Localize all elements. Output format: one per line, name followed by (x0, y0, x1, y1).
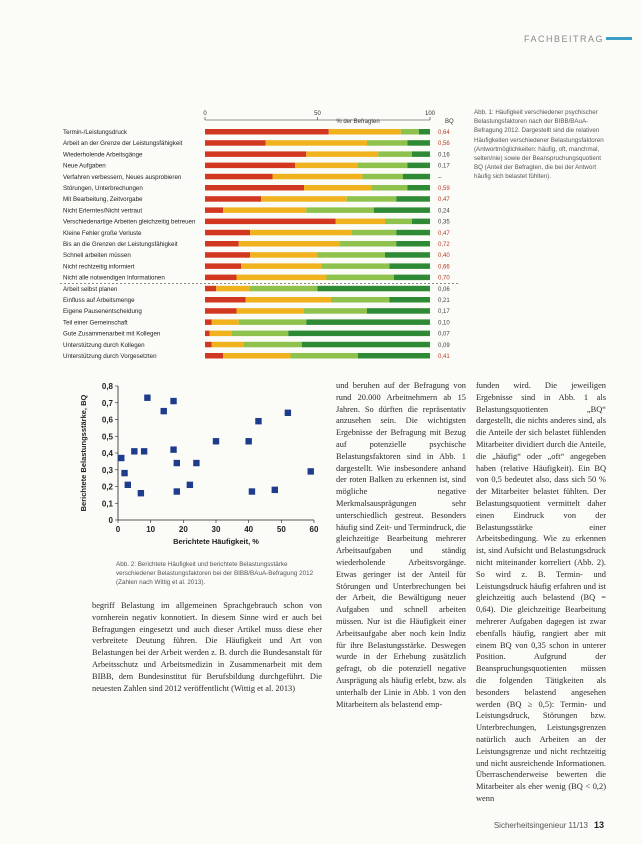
x-tick-label: 40 (244, 525, 254, 534)
bar-segment (372, 185, 408, 191)
bq-value: – (438, 174, 442, 181)
bar-segment (304, 308, 367, 314)
y-axis-label: Berichtete Belastungsstärke, BQ (79, 394, 88, 512)
bq-value: 0,17 (438, 309, 450, 316)
bar-segment (322, 263, 390, 269)
bar-segment (401, 129, 419, 135)
bar-segment (205, 275, 237, 281)
bar-segment (205, 263, 241, 269)
bar-segment (205, 241, 239, 247)
figure1-caption: Abb. 1: Häufigkeit verschiedener psychischer Belastungsfaktoren nach der BIBB/BAuA-Befragung 2012. Dargestellt sind die relativen Häufigkeiten verschiedener Belastungsfaktoren (Antwortmöglichkeiten: häufig, oft, manchmal, selten/nie) sowie der Beanspruchungsquotient BQ (Anteil der Befragten, die bei der Antwort häufig sich belastet fühlten). (474, 109, 604, 181)
bar-segment (396, 230, 430, 236)
bar-segment (205, 151, 306, 157)
bq-value: 0,64 (438, 130, 450, 136)
bq-value: 0,47 (438, 197, 450, 204)
bq-value: 0,66 (438, 264, 450, 271)
page-footer (494, 820, 604, 830)
bar-segment (378, 151, 412, 157)
bq-value: 0,10 (438, 320, 450, 327)
bar-segment (205, 286, 216, 292)
bar-segment (250, 252, 318, 258)
bar-row-label: Teil einer Gemeinschaft (63, 319, 128, 327)
bar-segment (396, 241, 430, 247)
bq-value: 0,24 (438, 208, 450, 215)
bar-segment (273, 174, 363, 180)
bar-segment (318, 252, 386, 258)
bar-segment (205, 297, 246, 303)
bar-axis-title: % der Befragten (336, 119, 380, 125)
bar-segment (237, 308, 305, 314)
middle-column-text: und beruhen auf der Befragung von rund 20.000 Arbeitnehmern ab 15 Jahren. So dürften die repräsentativ anzusehen sein. Die wichtigsten Ergebnisse der Befragung mit Bezug auf potenzielle psychische Belastungsfaktoren sind in Abb. 1 dargestellt. Wie insbesondere anhand der roten Balken zu erkennen ist, sind mögliche negative Merkmalsausprägungen sehr unterschiedlich gestreut. Besonders häufig sind Zeit- und Termindruck, die gleichzeitige Bearbeitung mehrerer Arbeitsaufgaben und ständig wiederholende Arbeitsvorgänge. Etwas geringer ist der Anteil für Störungen und Unterbrechungen bei der Arbeit, die Bewältigung neuer Aufgaben und schnell arbeiten müssen. Nur ist die Häufigkeit einer Arbeitsaufgabe aber noch kein Indiz für ihre Belastungsstärke. Deswegen wurde in der Erhebung zusätzlich gefragt, ob die potenziell negative Ausprägung als häufig erlebt, bzw. als unterhalb der Linie in Abb. 1 von den Mitarbeitern als belastend emp- (336, 381, 466, 709)
scatter-point (144, 395, 150, 401)
bar-segment (385, 219, 412, 225)
section-label: FACHBEITRAG (523, 34, 604, 44)
bar-segment (306, 207, 374, 213)
bar-segment (363, 174, 404, 180)
scatter-point (272, 487, 278, 493)
scatter-point (170, 398, 176, 404)
bar-row-label: Mit Bearbeitung, Zeitvorgabe (63, 196, 143, 204)
bar-segment (250, 230, 351, 236)
bar-segment (327, 275, 395, 281)
bar-row-label: Unterstützung durch Kollegen (63, 341, 145, 349)
bar-row-label: Verschiedenartige Arbeiten gleichzeitig betreuen (63, 218, 196, 226)
bq-value: 0,21 (438, 298, 450, 304)
bq-value: 0,70 (438, 275, 450, 282)
bar-axis-tick: 100 (424, 111, 436, 117)
scatter-point (131, 448, 137, 454)
bar-segment (291, 353, 359, 359)
bar-segment (232, 331, 288, 337)
bar-segment (223, 353, 291, 359)
bar-row-label: Termin-/Leistungsdruck (63, 129, 127, 136)
bar-segment (205, 140, 266, 146)
x-tick-label: 20 (178, 525, 188, 534)
bar-segment (205, 185, 304, 191)
bq-value: 0,59 (438, 186, 450, 192)
bar-segment (205, 207, 223, 213)
bar-segment (396, 196, 430, 202)
bar-segment (351, 230, 396, 236)
left-column-text: begriff Belastung im allgemeinen Sprachgebrauch schon von vornherein negativ konnotiert. In diesem Sinne wird er auch bei Befragungen eingesetzt und auch dieser Artikel muss diese eher verbreitete Deutung führen. Die Häufigkeit und Art von Belastungen bei der Arbeit werden z. B. durch die Bundesanstalt für Arbeitsschutz und Arbeitsmedizin in Zusammenarbeit mit dem BIBB, dem Bundesinstitut für Berufsbildung durchgeführt. Die neuesten Zahlen sind 2012 veröffentlicht (Wittig et al. 2013) (92, 601, 322, 693)
bar-segment (205, 163, 295, 169)
bar-segment (223, 207, 306, 213)
bar-segment (205, 319, 212, 325)
bar-row-label: Wiederholende Arbeitsgänge (63, 151, 143, 159)
scatter-point (187, 482, 193, 488)
bq-value: 0,17 (438, 163, 450, 170)
scatter-chart (76, 378, 326, 558)
bar-segment (216, 286, 250, 292)
bar-segment (367, 308, 430, 314)
bar-row-label: Bis an die Grenzen der Leistungsfähigkeit (63, 241, 178, 248)
y-tick-label: 0 (108, 516, 113, 525)
bar-row-label: Nicht rechtzeitig informiert (63, 263, 135, 271)
bar-row-label: Einfluss auf Arbeitsmenge (63, 297, 135, 304)
bar-segment (243, 342, 302, 348)
scatter-point (193, 460, 199, 466)
bar-segment (358, 353, 430, 359)
bar-segment (367, 140, 408, 146)
bar-segment (394, 275, 430, 281)
bar-segment (239, 319, 307, 325)
bar-segment (288, 331, 430, 337)
y-tick-label: 0,1 (101, 499, 113, 509)
bar-segment (210, 331, 233, 337)
x-axis-label: Berichtete Häufigkeit, % (173, 537, 259, 546)
y-tick-label: 0,4 (101, 449, 113, 458)
bar-segment (261, 196, 347, 202)
scatter-point (255, 418, 261, 424)
scatter-point (141, 448, 147, 454)
bar-row-label: Neue Aufgaben (63, 162, 106, 170)
scatter-point (170, 446, 176, 452)
bar-segment (408, 140, 431, 146)
scatter-point (125, 482, 131, 488)
y-tick-label: 0,5 (101, 432, 113, 442)
scatter-point (213, 438, 219, 444)
bar-segment (304, 185, 372, 191)
bar-segment (390, 297, 431, 303)
y-tick-label: 0,3 (101, 465, 113, 475)
bar-row-label: Kleine Fehler große Verluste (63, 229, 142, 237)
y-tick-label: 0,6 (101, 415, 113, 425)
bar-segment (205, 230, 250, 236)
x-tick-label: 30 (211, 525, 221, 534)
scatter-point (121, 470, 127, 476)
page-number: 13 (593, 820, 604, 830)
bq-value: 0,35 (438, 219, 450, 226)
scatter-point (285, 410, 291, 416)
bar-row-label: Gute Zusammenarbeit mit Kollegen (63, 330, 161, 338)
x-tick-label: 10 (146, 525, 156, 534)
bar-segment (374, 207, 430, 213)
bar-segment (336, 219, 386, 225)
figure2-caption: Abb. 2: Berichtete Häufigkeit und berichtete Belastungsstärke verschiedener Belastungsfaktoren bei der BIBB/BAuA-Befragung 2012 (Zahlen nach Wittig et al. 2013). (116, 561, 314, 586)
bar-segment (205, 129, 329, 135)
bar-segment (205, 174, 273, 180)
bar-segment (403, 174, 430, 180)
bar-segment (390, 263, 431, 269)
bar-segment (205, 308, 237, 314)
bar-segment (318, 286, 431, 292)
bar-segment (205, 331, 210, 337)
bar-row-label: Störungen, Unterbrechungen (63, 185, 143, 192)
bq-value: 0,09 (438, 342, 450, 349)
x-tick-label: 0 (115, 525, 121, 534)
bar-segment (205, 252, 250, 258)
bar-row-label: Arbeit selbst planen (63, 285, 118, 293)
bar-segment (412, 151, 430, 157)
bar-segment (412, 219, 430, 225)
bar-axis-tick: 0 (203, 111, 207, 117)
bar-row-label: Nicht Erlerntes/Nicht vertraut (63, 207, 143, 215)
scatter-point (245, 438, 251, 444)
x-tick-label: 60 (309, 525, 319, 534)
x-tick-label: 50 (276, 525, 286, 534)
bar-segment (237, 275, 327, 281)
bq-value: 0,56 (438, 141, 450, 148)
bar-row-label: Eigene Pausenentscheidung (63, 308, 142, 316)
journal-name: Sicherheitsingenieur 11/13 (493, 821, 588, 830)
bar-segment (205, 342, 212, 348)
scatter-point (249, 488, 255, 494)
bar-row-label: Schnell arbeiten müssen (63, 252, 131, 260)
bar-segment (329, 129, 401, 135)
bar-segment (246, 297, 332, 303)
y-tick-label: 0,7 (101, 398, 113, 408)
bq-value: 0,06 (438, 286, 450, 293)
bar-segment (358, 163, 408, 169)
bar-segment (241, 263, 322, 269)
bq-column-header: BQ (445, 119, 454, 125)
bar-segment (212, 342, 244, 348)
bar-segment (340, 241, 396, 247)
scatter-point (174, 488, 180, 494)
bar-segment (250, 286, 318, 292)
section-accent-bar (606, 37, 632, 40)
y-tick-label: 0,8 (101, 382, 113, 391)
bq-value: 0,72 (438, 242, 450, 248)
bar-segment (408, 163, 431, 169)
bar-chart-figure (0, 105, 470, 370)
bar-row-label: Verfahren verbessern, Neues ausprobieren (63, 173, 182, 181)
bar-segment (205, 353, 223, 359)
scatter-point (118, 455, 124, 461)
scatter-point (308, 468, 314, 474)
bar-segment (306, 151, 378, 157)
bar-segment (419, 129, 430, 135)
bar-segment (266, 140, 367, 146)
right-column-text: funden wird. Die jeweiligen Ergebnisse sind in Abb. 1 als Belastungsquotienten „BQ“ dargestellt, die nichts anderes sind, als die Anteile der sich belastet fühlenden Mitarbeiter dividiert durch die Anteile, die „häufig“ oder „oft“ angegeben haben (relative Häufigkeit). Ein BQ von 0,5 bedeutet also, dass sich 50 % der Mitarbeiter belastet fühlten. Der Belastungsquotient vermittelt daher einen Eindruck von der Belastungsstärke einer Arbeitsbedingung. Wie zu erkennen ist, sind Aufsicht und Belastungsdruck nicht miteinander korreliert (Abb. 2). So wird z. B. Termin- und Leistungsdruck häufig erfahren und ist gleichzeitig auch belastend (BQ = 0,64). Die gleichzeitige Bearbeitung mehrerer Aufgaben dagegen ist zwar ebenfalls häufig, rangiert aber mit einem BQ von 0,35 schon in unterer Position. Aufgrund der Beanspruchungsquotienten müssen die folgenden Tätigkeiten als besonders belastend angesehen werden (BQ ≥ 0,5): Termin- und Leistungsdruck, Störungen bzw. Unterbrechungen, Leistungsgrenzen natürlich auch Arbeiten an der Leistungsgrenze und nicht rechtzeitig und nicht ausreichende Informationen. Überraschenderweise bewerten die Mitarbeiter als eher wenig (BQ < 0,2) wenn (476, 381, 606, 802)
bq-value: 0,07 (438, 331, 450, 338)
bar-segment (239, 241, 340, 247)
bar-segment (205, 196, 261, 202)
bar-row-label: Unterstützung durch Vorgesetzten (63, 353, 157, 360)
scatter-point (138, 490, 144, 496)
bq-value: 0,41 (438, 354, 450, 360)
y-tick-label: 0,2 (101, 482, 113, 492)
bq-value: 0,16 (438, 152, 450, 159)
bar-row-label: Arbeit an der Grenze der Leistungsfähigkeit (63, 140, 183, 148)
scatter-point (161, 408, 167, 414)
bq-value: 0,47 (438, 230, 450, 237)
bar-segment (295, 163, 358, 169)
bar-axis-tick: 50 (314, 111, 321, 117)
bar-segment (385, 252, 430, 258)
bar-segment (347, 196, 397, 202)
bar-row-label: Nicht alle notwendigen Informationen (63, 274, 165, 282)
bq-value: 0,40 (438, 253, 450, 260)
bar-segment (408, 185, 431, 191)
bar-segment (331, 297, 390, 303)
bar-segment (302, 342, 430, 348)
bar-segment (306, 319, 430, 325)
bar-segment (205, 219, 336, 225)
bar-segment (212, 319, 239, 325)
scatter-point (174, 460, 180, 466)
